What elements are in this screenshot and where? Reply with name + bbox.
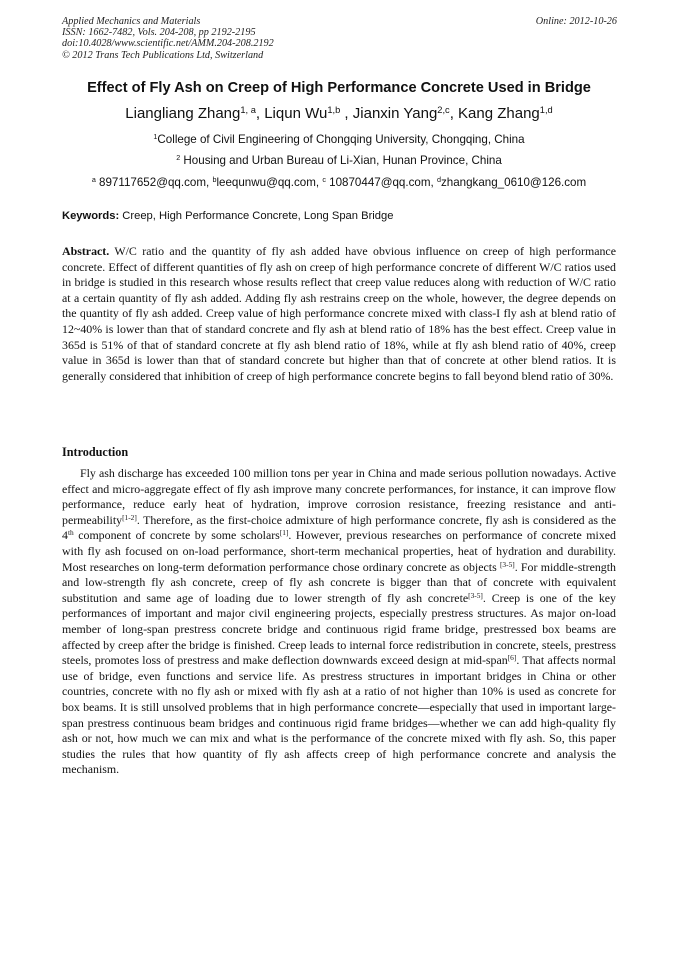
author-list bbox=[40, 105, 638, 122]
author-affiliation-marker: 1,d bbox=[539, 104, 553, 115]
intro-text: . However, previous researches on performance of concrete mixed with fly ash focused on on-load performance, short-term mechanical properties, heat of hydration and durability. Most researches on long-term deformation performance chose ordinary concrete as objects bbox=[62, 528, 616, 574]
intro-text: . Therefore, as the first-choice admixture of high performance concrete, fly ash is considered as the 4 bbox=[62, 512, 616, 543]
abstract-text: W/C ratio and the quantity of fly ash added have obvious influence on creep of high performance concrete. Effect of different quantities of fly ash on creep of high performance concrete of different W/C ratios used in bridge is studied in this research whose results reflect that creep value reduces along with reduction of W/C ratio at a certain quantity of fly ash added. Adding fly ash restrains creep on the whole, however, the degree depends on the quantity of fly ash added. Creep value of high performance concrete mixed with class-I fly ash at blend ratio of 12~40% is lower than that of standard concrete and fly ash at blend ratio of 18% has the best effect. Creep value in 365d is 51% of that of standard concrete at fly ash blend ratio of 18%, while at fly ash blend ratio of 40%, creep value in 365d is lower than that of standard concrete but higher than that of concrete at other blend ratios. It is generally considered that inhibition of creep of high performance concrete begins to fall beyond blend ratio of 30%. bbox=[62, 244, 616, 383]
affiliation-marker: 1 bbox=[153, 132, 158, 142]
citation: [6] bbox=[507, 653, 517, 663]
affiliation-text: Housing and Urban Bureau of Li-Xian, Hunan Province, China bbox=[183, 154, 502, 167]
keywords bbox=[62, 210, 622, 222]
author-separator: , bbox=[449, 105, 459, 122]
email-marker: b bbox=[212, 175, 217, 185]
author-separator: , bbox=[340, 105, 353, 122]
email-list bbox=[40, 176, 638, 189]
author-name: Liqun Wu bbox=[264, 105, 328, 122]
affiliation-2 bbox=[40, 154, 638, 167]
email-address: leequnwu@qq.com, bbox=[216, 176, 323, 189]
citation: [3-5] bbox=[468, 590, 483, 600]
email-address: zhangkang_0610@126.com bbox=[440, 176, 587, 189]
section-heading-introduction: Introduction bbox=[62, 445, 129, 459]
intro-text: . Creep is one of the key performances of important and major civil engineering projects, especially prestress structures. As major on-load member of long-span prestress concrete bridge and continuous rigid frame bridge, prestressed box beams are affected by creep after the bridge is finished. Creep leads to internal force redistribution in concrete, steels, prestress steels, promotes loss of prestress and make deflection downwards exceed design at mid-span bbox=[62, 590, 616, 668]
email-address: 10870447@qq.com, bbox=[325, 176, 437, 189]
email-marker: d bbox=[436, 175, 441, 185]
email-address: 897117652@qq.com, bbox=[95, 176, 213, 189]
author-name: Liangliang Zhang bbox=[125, 105, 241, 122]
ordinal-suffix: th bbox=[67, 528, 74, 538]
intro-text: . For middle-strength and low-strength fly ash concrete, creep of fly ash concrete is bigger than that of concrete with equivalent substitution and same age of loading due to lower strength of fly ash concrete bbox=[62, 559, 617, 605]
author-affiliation-marker: 1, a bbox=[240, 104, 256, 115]
abstract bbox=[62, 244, 616, 384]
author-separator: , bbox=[255, 105, 265, 122]
copyright-line: © 2012 Trans Tech Publications Ltd, Switzerland bbox=[62, 49, 264, 61]
author-affiliation-marker: 1,b bbox=[327, 104, 341, 115]
doi-line: doi:10.4028/www.scientific.net/AMM.204-208.2192 bbox=[62, 38, 274, 50]
affiliation-text: College of Civil Engineering of Chongqing University, Chongqing, China bbox=[157, 133, 525, 146]
intro-text: . That affects normal use of bridge, even functions and service life. As prestress structures in important bridges in China or other countries, concrete with no fly ash or mixed with fly ash at a ratio of not higher than 10% is used as concrete for box beams. It is still unsolved problems that in high performance concrete—especially that used in important large-span prestress continuous beam bridges and continuous rigid frame bridges—whether we can add high-quality fly ash or not, how much we can mix and what is the performance of the concrete mixed with fly ash. So, this paper studies the rules that how quantity of fly ash affects creep of high performance concrete and analysis the mechanism. bbox=[62, 653, 616, 777]
intro-text: component of concrete by some scholars bbox=[73, 528, 280, 543]
citation: [1-2] bbox=[122, 512, 137, 522]
abstract-label: Abstract. bbox=[62, 244, 110, 258]
author-name: Jianxin Yang bbox=[352, 105, 438, 122]
citation: [3-5] bbox=[499, 559, 515, 569]
citation: [1] bbox=[279, 528, 289, 538]
introduction-paragraph bbox=[62, 466, 616, 778]
keywords-label: Keywords: bbox=[62, 210, 120, 222]
running-header bbox=[62, 16, 617, 61]
intro-text: Fly ash discharge has exceeded 100 million tons per year in China and made serious pollution nowadays. Active effect and micro-aggregate effect of fly ash improve many concrete performances, for instance, it can improve flow performance, reduce early heat of hydration, improve corrosion resistance, freezing resistance and anti-permeability bbox=[62, 466, 616, 527]
affiliation-1 bbox=[40, 133, 638, 146]
paper-title: Effect of Fly Ash on Creep of High Performance Concrete Used in Bridge bbox=[87, 80, 591, 96]
author-affiliation-marker: 2,c bbox=[437, 104, 450, 115]
affiliation-marker: 2 bbox=[176, 153, 181, 163]
email-marker: a bbox=[91, 175, 96, 185]
journal-info bbox=[62, 16, 617, 61]
author-name: Kang Zhang bbox=[458, 105, 540, 122]
email-marker: c bbox=[322, 175, 326, 185]
issn-line: ISSN: 1662-7482, Vols. 204-208, pp 2192-2195 bbox=[62, 27, 256, 39]
journal-name: Applied Mechanics and Materials bbox=[62, 16, 201, 27]
online-date: Online: 2012-10-26 bbox=[535, 16, 617, 27]
keywords-text: Creep, High Performance Concrete, Long Span Bridge bbox=[119, 210, 394, 222]
